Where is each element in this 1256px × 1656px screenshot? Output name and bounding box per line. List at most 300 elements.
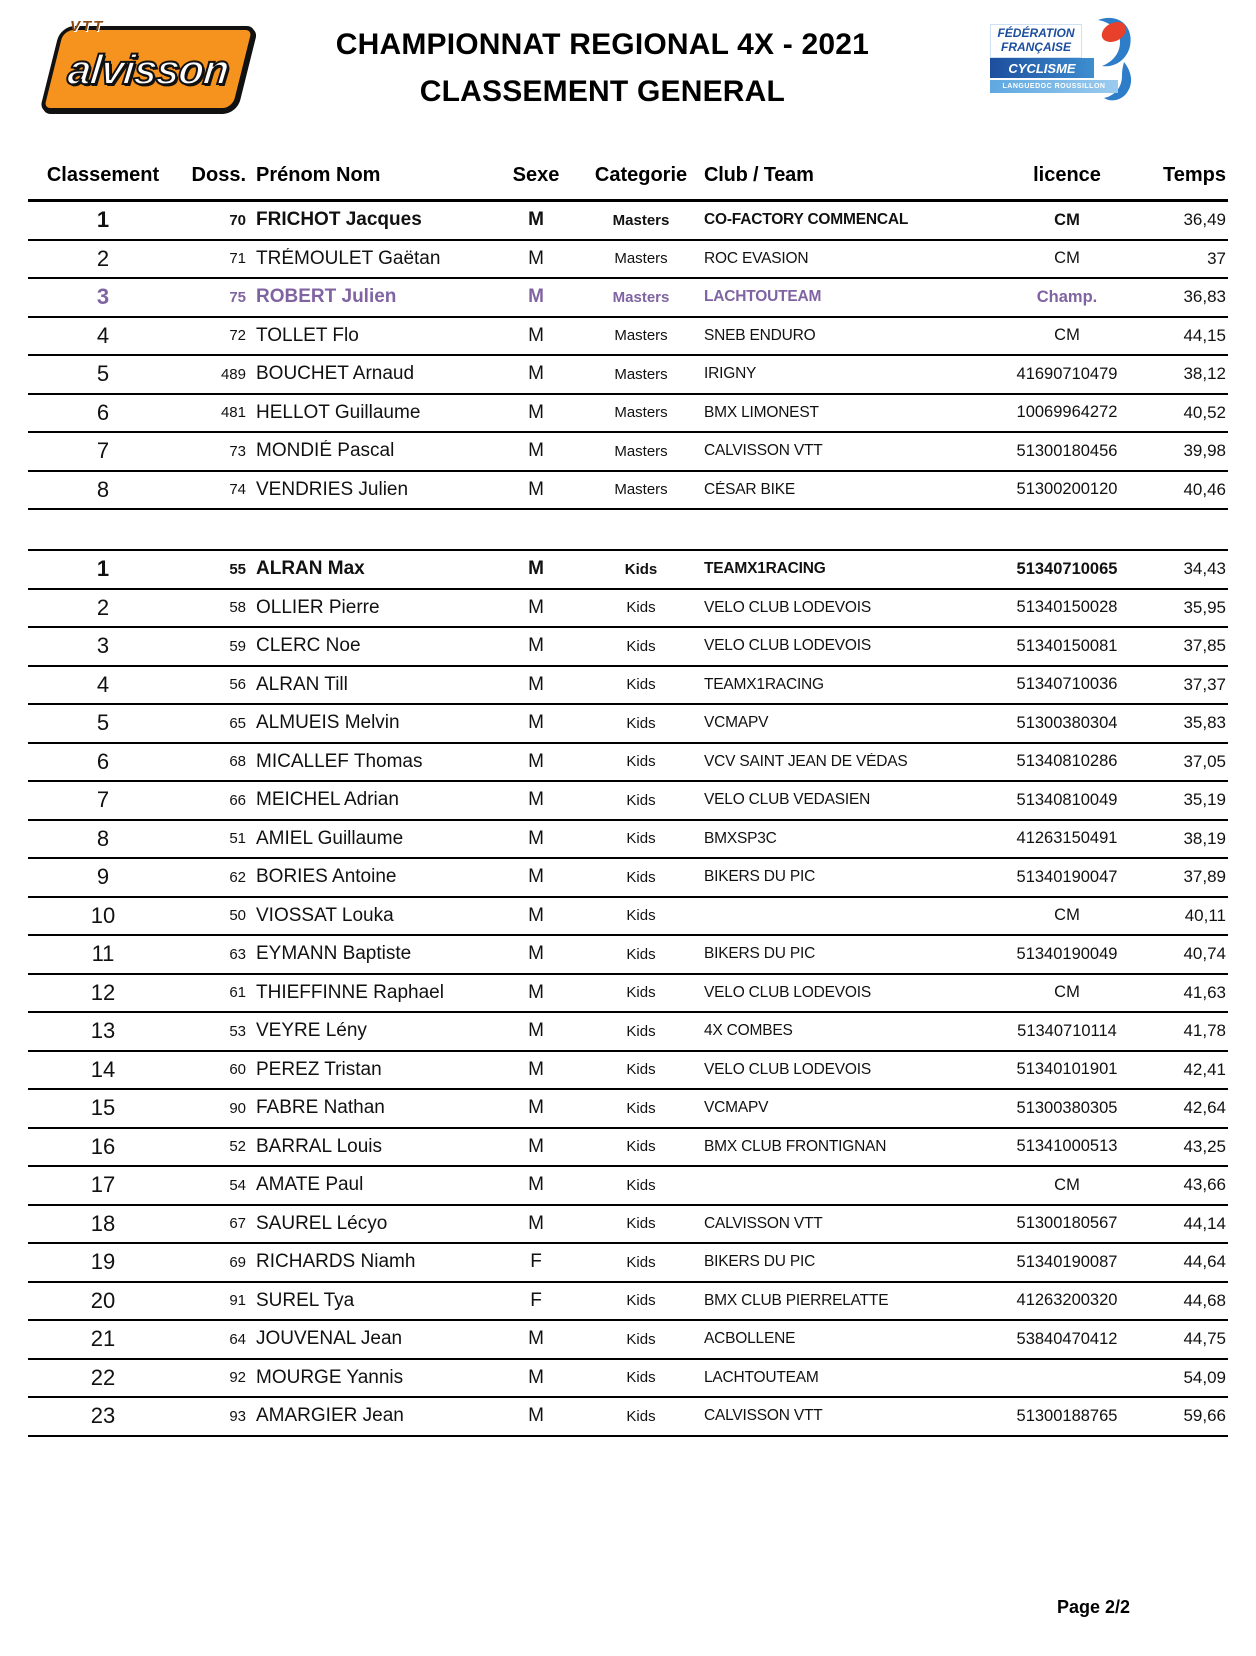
licence-cell: CM — [1054, 249, 1080, 268]
doss-cell: 52 — [229, 1138, 246, 1156]
club-cell: IRIGNY — [704, 365, 757, 383]
table-row — [28, 1090, 1228, 1129]
categorie-cell: Kids — [626, 1407, 656, 1425]
table-row — [28, 318, 1228, 357]
doss-cell: 90 — [229, 1099, 246, 1117]
name-cell: OLLIER Pierre — [256, 596, 380, 618]
doss-cell: 65 — [229, 714, 246, 732]
club-cell: CÉSAR BIKE — [704, 480, 796, 498]
table-row — [28, 667, 1228, 706]
sexe-cell: M — [528, 827, 544, 849]
club-cell: VELO CLUB VEDASIEN — [704, 791, 871, 809]
table-row — [28, 705, 1228, 744]
rank-cell: 6 — [96, 399, 110, 425]
temps-cell: 44,15 — [1183, 325, 1226, 345]
doss-cell: 92 — [229, 1369, 246, 1387]
name-cell: BORIES Antoine — [256, 866, 397, 888]
doss-cell: 62 — [229, 868, 246, 886]
licence-cell: CM — [1054, 983, 1080, 1002]
temps-cell: 37,89 — [1183, 867, 1226, 887]
categorie-cell: Kids — [626, 1176, 656, 1194]
sexe-cell: M — [528, 558, 544, 580]
rank-cell: 18 — [90, 1210, 116, 1236]
licence-cell: CM — [1054, 1175, 1080, 1194]
club-cell: CALVISSON VTT — [704, 1407, 823, 1425]
club-cell: VELO CLUB LODEVOIS — [704, 1060, 871, 1078]
categorie-cell: Kids — [626, 907, 656, 925]
sexe-cell: M — [528, 673, 544, 695]
table-row — [28, 975, 1228, 1014]
licence-cell: 51300380304 — [1016, 713, 1118, 732]
doss-cell: 69 — [229, 1253, 246, 1271]
temps-cell: 37,37 — [1183, 674, 1226, 694]
categorie-cell: Masters — [614, 404, 668, 422]
table-row — [28, 279, 1228, 318]
temps-cell: 35,95 — [1183, 597, 1226, 617]
club-cell: BMX LIMONEST — [704, 403, 819, 421]
results-table — [0, 152, 1256, 1437]
name-cell: HELLOT Guillaume — [256, 401, 421, 423]
name-cell: MONDIÉ Pascal — [256, 440, 395, 462]
rank-cell: 10 — [90, 902, 116, 928]
licence-cell: 51340710036 — [1016, 675, 1118, 694]
name-cell: ALRAN Till — [256, 673, 348, 695]
licence-cell: 51340150028 — [1016, 598, 1118, 617]
table-row — [28, 590, 1228, 629]
name-cell: MOURGE Yannis — [256, 1366, 404, 1388]
table-row — [28, 782, 1228, 821]
temps-cell: 42,41 — [1183, 1059, 1226, 1079]
sexe-cell: M — [528, 209, 544, 231]
categorie-cell: Kids — [626, 1330, 656, 1348]
rank-cell: 4 — [96, 671, 110, 697]
sexe-cell: M — [528, 943, 544, 965]
rank-cell: 5 — [96, 710, 110, 736]
calvisson-vtt-logo — [42, 16, 254, 120]
temps-cell: 34,43 — [1183, 559, 1226, 579]
table-row — [28, 202, 1228, 241]
table-row — [28, 551, 1228, 590]
licence-cell: 51341000513 — [1016, 1137, 1118, 1156]
doss-cell: 64 — [229, 1330, 246, 1348]
sexe-cell: M — [528, 401, 544, 423]
name-cell: AMARGIER Jean — [256, 1405, 404, 1427]
temps-cell: 36,83 — [1183, 287, 1226, 307]
doss-cell: 72 — [229, 327, 246, 345]
club-cell: BIKERS DU PIC — [704, 945, 816, 963]
rank-cell: 13 — [90, 1018, 116, 1044]
licence-cell: 51340190047 — [1016, 867, 1118, 886]
sexe-cell: M — [528, 478, 544, 500]
temps-cell: 44,14 — [1183, 1213, 1226, 1233]
temps-cell: 40,74 — [1183, 944, 1226, 964]
categorie-cell: Kids — [626, 984, 656, 1002]
table-row — [28, 898, 1228, 937]
categorie-cell: Masters — [614, 250, 668, 268]
sexe-cell: M — [528, 596, 544, 618]
temps-cell: 40,52 — [1183, 402, 1226, 422]
sexe-cell: M — [528, 1135, 544, 1157]
club-cell: SNEB ENDURO — [704, 326, 816, 344]
rank-cell: 19 — [90, 1249, 116, 1275]
licence-cell: 10069964272 — [1016, 403, 1118, 422]
licence-cell: 51300188765 — [1016, 1406, 1118, 1425]
rank-cell: 1 — [96, 207, 110, 233]
masters-section — [28, 202, 1228, 510]
doss-cell: 61 — [229, 984, 246, 1002]
club-cell: CO-FACTORY COMMENCAL — [704, 211, 909, 229]
rank-cell: 4 — [96, 322, 110, 348]
temps-cell: 54,09 — [1183, 1367, 1226, 1387]
categorie-cell: Kids — [626, 1215, 656, 1233]
name-cell: MEICHEL Adrian — [256, 789, 399, 811]
rank-cell: 23 — [90, 1403, 116, 1429]
temps-cell: 41,78 — [1183, 1021, 1226, 1041]
sexe-cell: M — [528, 981, 544, 1003]
licence-cell: 51340810049 — [1016, 790, 1118, 809]
rank-cell: 16 — [90, 1133, 116, 1159]
categorie-cell: Kids — [626, 791, 656, 809]
name-cell: TRÉMOULET Gaëtan — [256, 247, 441, 269]
page-number: Page 2/2 — [1056, 1597, 1130, 1617]
rank-cell: 11 — [91, 941, 115, 967]
licence-cell: 41263150491 — [1016, 829, 1118, 848]
sexe-cell: M — [528, 750, 544, 772]
sexe-cell: M — [528, 712, 544, 734]
categorie-cell: Kids — [626, 830, 656, 848]
doss-cell: 67 — [229, 1215, 246, 1233]
club-cell: VELO CLUB LODEVOIS — [704, 637, 871, 655]
licence-cell: 51340190087 — [1016, 1252, 1118, 1271]
rank-cell: 21 — [90, 1326, 116, 1352]
doss-cell: 51 — [229, 830, 246, 848]
sexe-cell: M — [528, 866, 544, 888]
licence-cell: 51340101901 — [1016, 1060, 1118, 1079]
rank-cell: 7 — [96, 787, 110, 813]
rank-cell: 17 — [90, 1172, 116, 1198]
club-cell: VCMAPV — [704, 714, 769, 732]
table-row — [28, 1321, 1228, 1360]
rank-cell: 3 — [96, 633, 110, 659]
calvisson-logo-name-text: alvisson — [65, 46, 231, 93]
table-row — [28, 936, 1228, 975]
table-row — [28, 1283, 1228, 1322]
sexe-cell: M — [528, 904, 544, 926]
licence-cell: 51300200120 — [1016, 480, 1118, 499]
name-cell: ROBERT Julien — [256, 286, 397, 308]
doss-cell: 63 — [229, 945, 246, 963]
temps-cell: 43,66 — [1183, 1175, 1226, 1195]
ffc-logo — [990, 10, 1140, 106]
rank-cell: 2 — [96, 594, 110, 620]
name-cell: VEYRE Lény — [256, 1020, 367, 1042]
table-row — [28, 1360, 1228, 1399]
licence-cell: 53840470412 — [1016, 1329, 1118, 1348]
sexe-cell: M — [528, 1366, 544, 1388]
doss-cell: 93 — [229, 1407, 246, 1425]
rank-cell: 12 — [90, 979, 116, 1005]
column-header-temps: Temps — [1163, 164, 1226, 186]
table-row — [28, 1167, 1228, 1206]
doss-cell: 50 — [229, 907, 246, 925]
ffc-cyclisme-text: CYCLISME — [990, 58, 1094, 78]
sexe-cell: M — [528, 635, 544, 657]
rank-cell: 2 — [96, 245, 110, 271]
column-header-classement: Classement — [46, 164, 160, 186]
doss-cell: 481 — [220, 404, 246, 422]
categorie-cell: Masters — [614, 365, 668, 383]
categorie-cell: Kids — [626, 1138, 656, 1156]
club-cell: TEAMX1RACING — [704, 675, 824, 693]
licence-cell: Champ. — [1036, 287, 1098, 306]
doss-cell: 74 — [229, 481, 246, 499]
doss-cell: 91 — [229, 1292, 246, 1310]
ffc-region-text: LANGUEDOC ROUSSILLON — [990, 80, 1118, 93]
sexe-cell: M — [528, 440, 544, 462]
licence-cell: 51340710065 — [1016, 559, 1118, 578]
categorie-cell: Kids — [626, 1061, 656, 1079]
temps-cell: 44,64 — [1183, 1252, 1226, 1272]
licence-cell: 51300180456 — [1016, 441, 1118, 460]
temps-cell: 35,83 — [1183, 713, 1226, 733]
doss-cell: 55 — [229, 560, 246, 578]
sexe-cell: M — [528, 1058, 544, 1080]
sexe-cell: M — [528, 789, 544, 811]
sexe-cell: M — [528, 1097, 544, 1119]
temps-cell: 42,64 — [1183, 1098, 1226, 1118]
column-header-doss: Doss. — [191, 164, 246, 186]
table-row — [28, 628, 1228, 667]
name-cell: FRICHOT Jacques — [256, 209, 422, 231]
rank-cell: 9 — [96, 864, 110, 890]
club-cell: BIKERS DU PIC — [704, 1253, 816, 1271]
name-cell: VIOSSAT Louka — [256, 904, 394, 926]
club-cell: BIKERS DU PIC — [704, 868, 816, 886]
sexe-cell: M — [528, 1212, 544, 1234]
column-header-licence: licence — [1033, 164, 1101, 186]
temps-cell: 43,25 — [1183, 1136, 1226, 1156]
table-row — [28, 1206, 1228, 1245]
doss-cell: 53 — [229, 1022, 246, 1040]
doss-cell: 66 — [229, 791, 246, 809]
categorie-cell: Kids — [626, 1099, 656, 1117]
club-cell: LACHTOUTEAM — [704, 288, 822, 306]
temps-cell: 38,12 — [1183, 364, 1226, 384]
name-cell: BOUCHET Arnaud — [256, 363, 415, 385]
name-cell: RICHARDS Niamh — [256, 1251, 416, 1273]
sexe-cell: F — [530, 1251, 542, 1273]
sexe-cell: M — [528, 1020, 544, 1042]
club-cell: VELO CLUB LODEVOIS — [704, 983, 871, 1001]
club-cell: LACHTOUTEAM — [704, 1368, 819, 1386]
temps-cell: 40,11 — [1184, 905, 1226, 925]
rank-cell: 6 — [96, 748, 110, 774]
name-cell: AMIEL Guillaume — [256, 827, 404, 849]
licence-cell: 41690710479 — [1016, 364, 1118, 383]
name-cell: BARRAL Louis — [256, 1135, 383, 1157]
licence-cell: 51300180567 — [1016, 1214, 1118, 1233]
doss-cell: 71 — [229, 250, 246, 268]
doss-cell: 73 — [229, 442, 246, 460]
name-cell: JOUVENAL Jean — [256, 1328, 403, 1350]
licence-cell: CM — [1054, 326, 1080, 345]
rank-cell: 1 — [96, 556, 110, 582]
table-row — [28, 395, 1228, 434]
rank-cell: 5 — [96, 361, 110, 387]
name-cell: SAUREL Lécyo — [256, 1212, 388, 1234]
sexe-cell: M — [528, 324, 544, 346]
rank-cell: 7 — [96, 438, 110, 464]
licence-cell: 51340150081 — [1016, 636, 1118, 655]
table-row — [28, 1052, 1228, 1091]
licence-cell: 41263200320 — [1016, 1291, 1118, 1310]
document-title — [282, 22, 922, 115]
temps-cell: 38,19 — [1183, 828, 1226, 848]
temps-cell: 37 — [1207, 248, 1226, 268]
club-cell: TEAMX1RACING — [704, 560, 826, 578]
title-line-2: CLASSEMENT GENERAL — [419, 74, 786, 108]
table-row — [28, 1013, 1228, 1052]
rank-cell: 14 — [90, 1056, 116, 1082]
temps-cell: 36,49 — [1183, 210, 1226, 230]
categorie-cell: Kids — [626, 714, 656, 732]
sexe-cell: F — [530, 1289, 542, 1311]
doss-cell: 56 — [229, 676, 246, 694]
sexe-cell: M — [528, 1174, 544, 1196]
club-cell: 4X COMBES — [704, 1022, 793, 1040]
title-line-1: CHAMPIONNAT REGIONAL 4X - 2021 — [335, 28, 870, 61]
categorie-cell: Masters — [612, 288, 670, 306]
doss-cell: 54 — [229, 1176, 246, 1194]
categorie-cell: Kids — [626, 1022, 656, 1040]
doss-cell: 60 — [229, 1061, 246, 1079]
column-header-nom: Prénom Nom — [256, 164, 381, 186]
club-cell: CALVISSON VTT — [704, 442, 823, 460]
categorie-cell: Kids — [626, 1369, 656, 1387]
table-row — [28, 821, 1228, 860]
temps-cell: 44,75 — [1183, 1329, 1226, 1349]
doss-cell: 75 — [229, 288, 246, 306]
table-row — [28, 1129, 1228, 1168]
doss-cell: 58 — [229, 599, 246, 617]
licence-cell: CM — [1054, 906, 1080, 925]
calvisson-logo-vtt-text: VTT — [70, 18, 105, 35]
categorie-cell: Kids — [626, 753, 656, 771]
sexe-cell: M — [528, 1405, 544, 1427]
categorie-cell: Kids — [626, 637, 656, 655]
table-row — [28, 433, 1228, 472]
table-row — [28, 241, 1228, 280]
table-row — [28, 744, 1228, 783]
licence-cell: 51340810286 — [1016, 752, 1118, 771]
temps-cell: 37,05 — [1183, 751, 1226, 771]
categorie-cell: Kids — [626, 1253, 656, 1271]
page-header — [0, 0, 1256, 152]
table-row — [28, 472, 1228, 511]
name-cell: TOLLET Flo — [256, 324, 359, 346]
licence-cell: 51340190049 — [1016, 944, 1118, 963]
temps-cell: 44,68 — [1183, 1290, 1226, 1310]
temps-cell: 41,63 — [1183, 982, 1226, 1002]
sexe-cell: M — [528, 247, 544, 269]
categorie-cell: Kids — [626, 676, 656, 694]
temps-cell: 59,66 — [1183, 1406, 1226, 1426]
rank-cell: 15 — [90, 1095, 116, 1121]
sexe-cell: M — [528, 286, 544, 308]
doss-cell: 68 — [229, 753, 246, 771]
rank-cell: 8 — [96, 825, 110, 851]
table-row — [28, 1244, 1228, 1283]
rank-cell: 20 — [90, 1287, 116, 1313]
club-cell: ACBOLLENE — [704, 1330, 796, 1348]
club-cell: BMXSP3C — [704, 829, 777, 847]
kids-section — [28, 549, 1228, 1437]
name-cell: ALMUEIS Melvin — [256, 712, 400, 734]
club-cell: CALVISSON VTT — [704, 1214, 823, 1232]
categorie-cell: Masters — [614, 327, 668, 345]
name-cell: MICALLEF Thomas — [256, 750, 423, 772]
categorie-cell: Kids — [624, 560, 658, 578]
temps-cell: 40,46 — [1183, 479, 1226, 499]
rank-cell: 8 — [96, 476, 110, 502]
table-row — [28, 859, 1228, 898]
temps-cell: 37,85 — [1183, 636, 1226, 656]
licence-cell: CM — [1054, 210, 1080, 229]
name-cell: AMATE Paul — [256, 1174, 364, 1196]
club-cell: VCV SAINT JEAN DE VÉDAS — [704, 752, 908, 770]
categorie-cell: Masters — [612, 211, 670, 229]
name-cell: ALRAN Max — [256, 558, 365, 580]
name-cell: THIEFFINNE Raphael — [256, 981, 444, 1003]
ffc-federation-text: FÉDÉRATION FRANÇAISE — [990, 24, 1082, 58]
column-header-categorie: Categorie — [594, 164, 688, 186]
temps-cell: 35,19 — [1183, 790, 1226, 810]
table-header-row — [28, 152, 1228, 202]
temps-cell: 39,98 — [1183, 441, 1226, 461]
categorie-cell: Kids — [626, 868, 656, 886]
table-row — [28, 1398, 1228, 1437]
club-cell: VCMAPV — [704, 1099, 769, 1117]
name-cell: PEREZ Tristan — [256, 1058, 382, 1080]
categorie-cell: Masters — [614, 442, 668, 460]
column-header-sexe: Sexe — [512, 164, 560, 186]
name-cell: VENDRIES Julien — [256, 478, 409, 500]
club-cell: VELO CLUB LODEVOIS — [704, 598, 871, 616]
sexe-cell: M — [528, 363, 544, 385]
licence-cell: 51300380305 — [1016, 1098, 1118, 1117]
name-cell: CLERC Noe — [256, 635, 361, 657]
name-cell: EYMANN Baptiste — [256, 943, 412, 965]
rank-cell: 3 — [96, 284, 110, 310]
club-cell: BMX CLUB PIERRELATTE — [704, 1291, 889, 1309]
column-header-club: Club / Team — [704, 164, 814, 186]
club-cell: BMX CLUB FRONTIGNAN — [704, 1137, 887, 1155]
categorie-cell: Kids — [626, 1292, 656, 1310]
categorie-cell: Kids — [626, 945, 656, 963]
sexe-cell: M — [528, 1328, 544, 1350]
table-row — [28, 356, 1228, 395]
doss-cell: 70 — [229, 211, 246, 229]
name-cell: FABRE Nathan — [256, 1097, 385, 1119]
categorie-cell: Kids — [626, 599, 656, 617]
club-cell: ROC EVASION — [704, 249, 809, 267]
doss-cell: 489 — [220, 365, 246, 383]
name-cell: SUREL Tya — [256, 1289, 355, 1311]
doss-cell: 59 — [229, 637, 246, 655]
categorie-cell: Masters — [614, 481, 668, 499]
licence-cell: 51340710114 — [1017, 1021, 1117, 1040]
rank-cell: 22 — [90, 1364, 116, 1390]
